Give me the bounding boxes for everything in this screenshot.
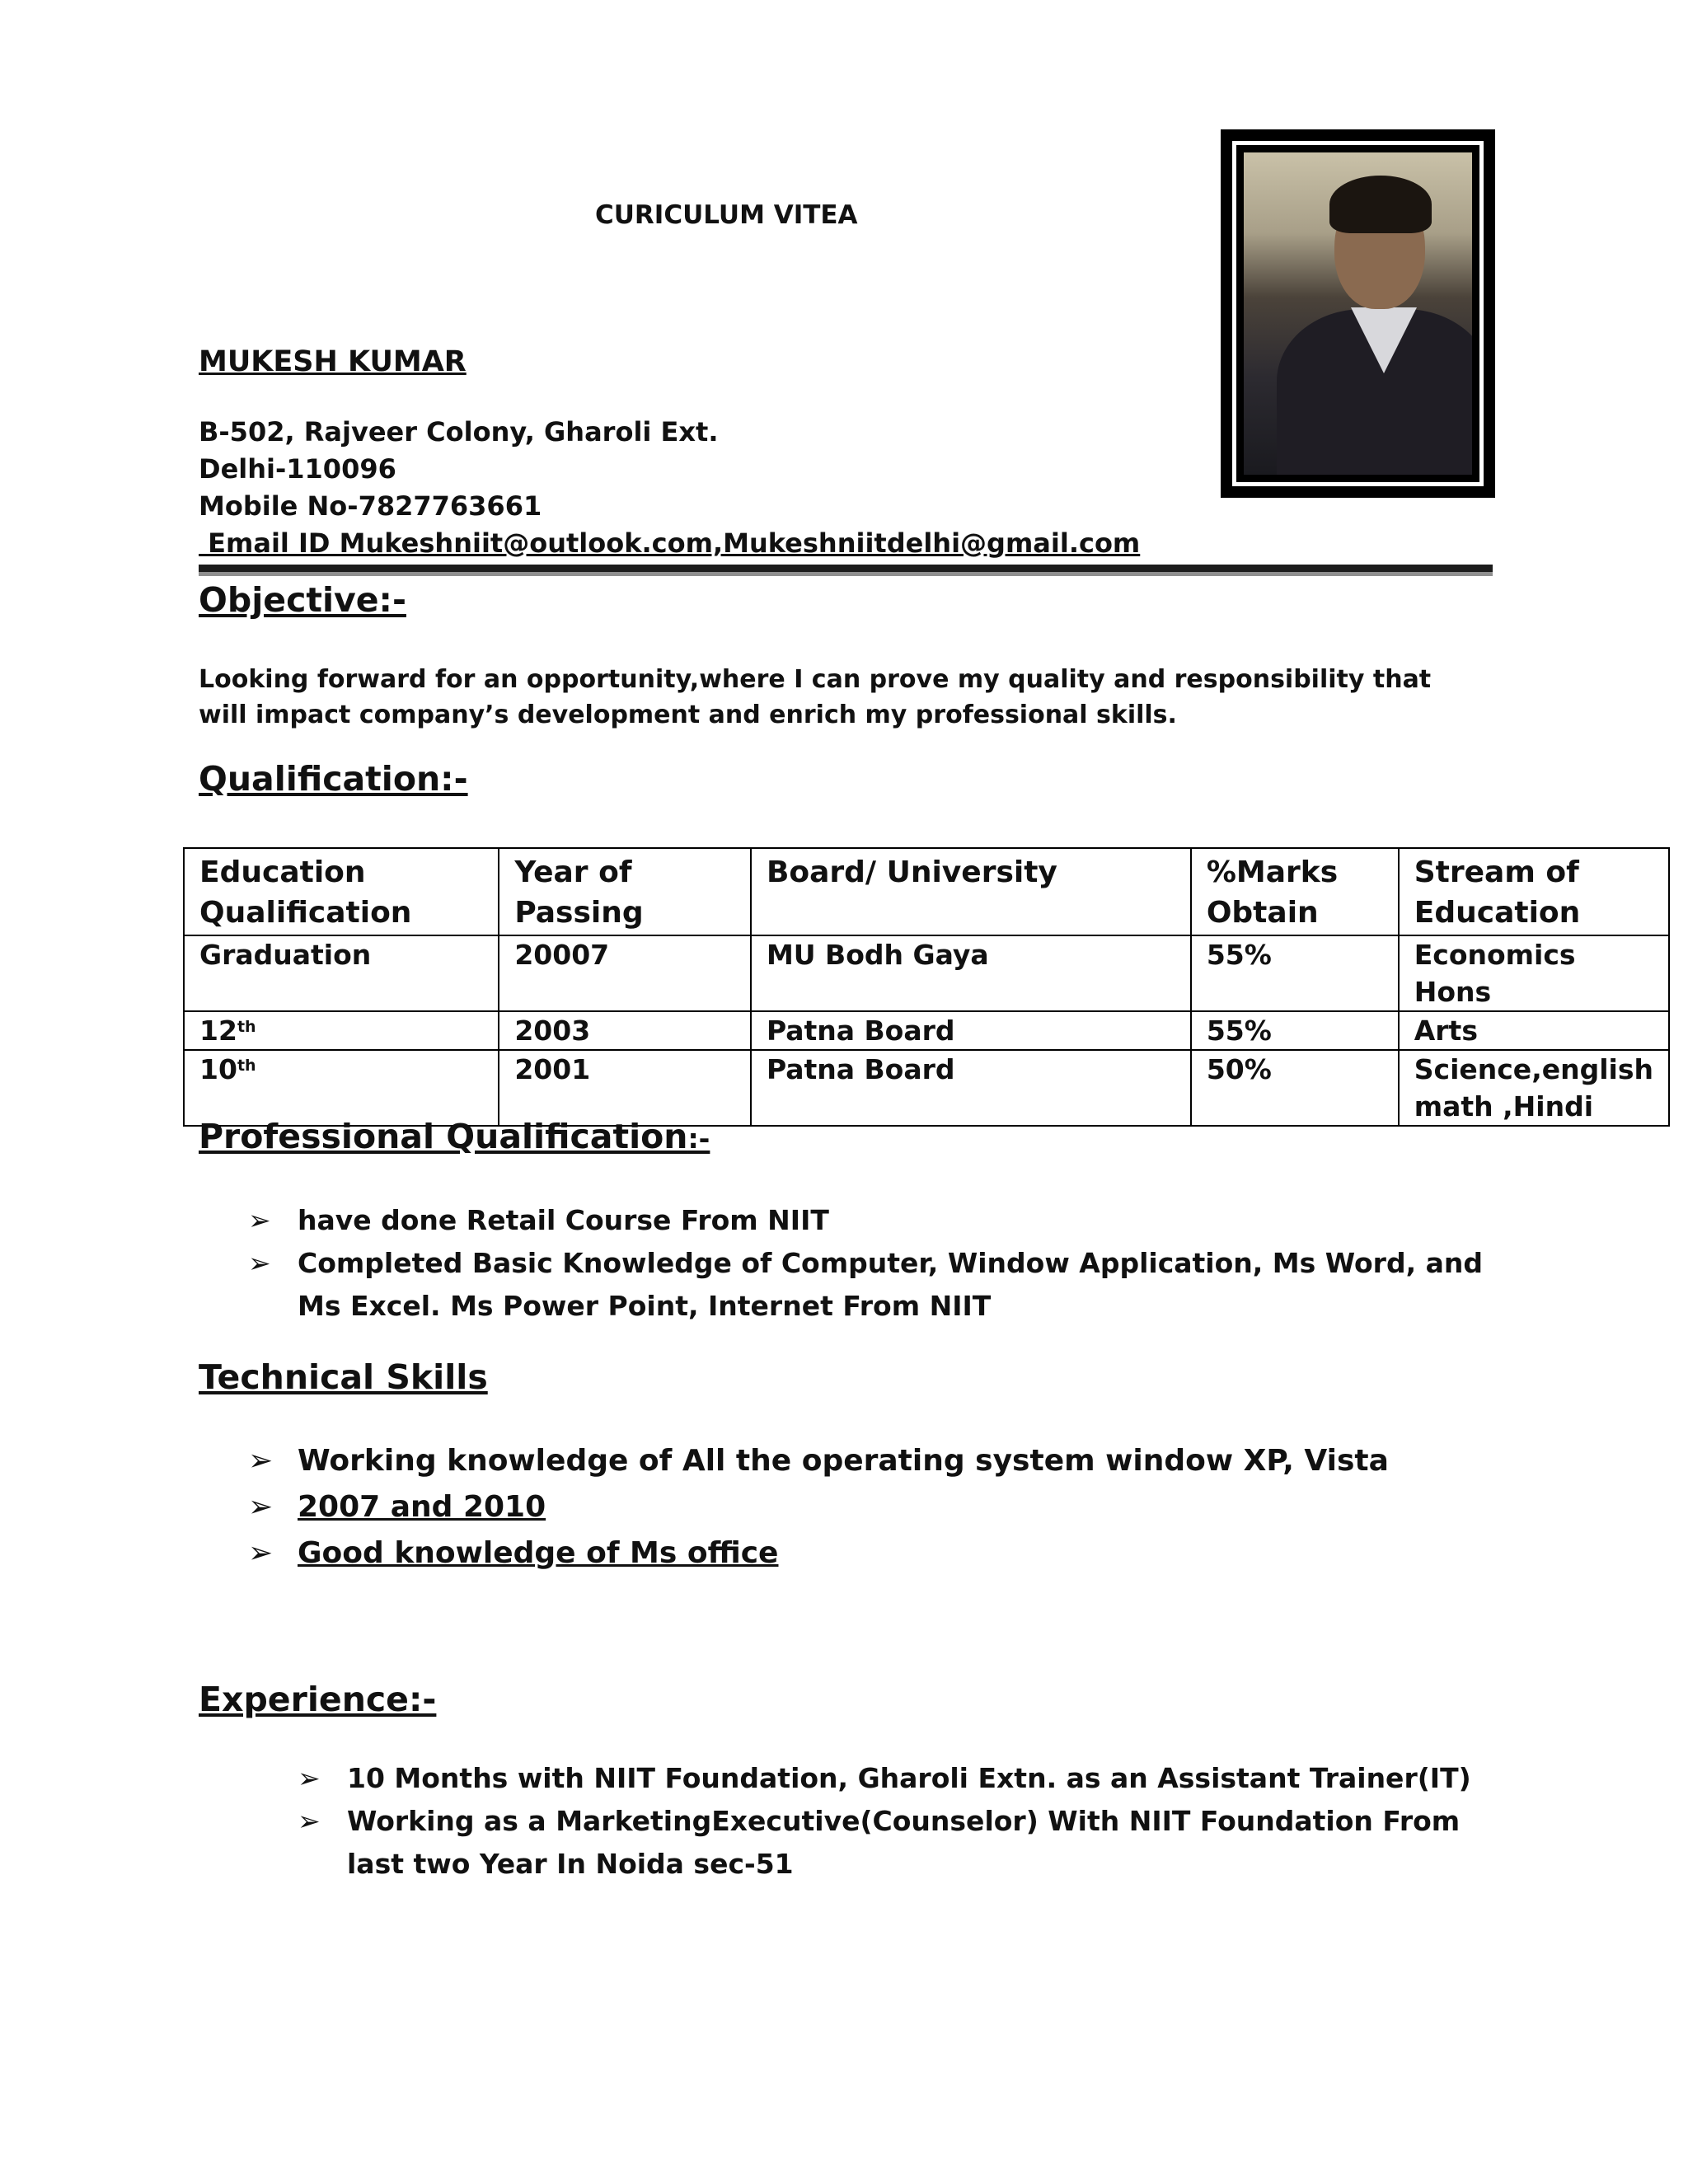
list-item: ➢ Working knowledge of All the operating system window XP, Vista (298, 1438, 1501, 1484)
document-title: CURICULUM VITEA (595, 200, 858, 230)
cell-stream: Science,english math ,Hindi (1399, 1050, 1669, 1126)
technical-skills-list (248, 1438, 1501, 1577)
qualification-heading: Qualification:- (199, 759, 468, 799)
cell-level: 10th (184, 1050, 499, 1126)
technical-skills-heading: Technical Skills (199, 1357, 488, 1397)
list-item: ➢ Working as a MarketingExecutive(Counselor) With NIIT Foundation From last two Year In Noida sec-51 (347, 1800, 1501, 1886)
header-divider (199, 565, 1493, 572)
cell-stream: Arts (1399, 1011, 1669, 1050)
column-header: Year of Passing (499, 848, 751, 935)
column-header: Board/ University (751, 848, 1191, 935)
table-row (184, 935, 1669, 1011)
cell-board: Patna Board (751, 1011, 1191, 1050)
email-line: Email ID Mukeshniit@outlook.com,Mukeshniitdelhi@gmail.com (199, 527, 1141, 559)
profile-photo (1221, 129, 1495, 498)
arrow-bullet-icon: ➢ (298, 1762, 321, 1794)
experience-heading: Experience:- (199, 1680, 437, 1719)
candidate-name: MUKESH KUMAR (199, 345, 467, 378)
experience-list (298, 1757, 1501, 1886)
cell-marks: 50% (1191, 1050, 1399, 1126)
cell-marks: 55% (1191, 1011, 1399, 1050)
header-divider-shadow (199, 572, 1493, 576)
arrow-bullet-icon: ➢ (248, 1247, 271, 1279)
arrow-bullet-icon: ➢ (248, 1204, 271, 1236)
arrow-bullet-icon: ➢ (298, 1805, 321, 1837)
list-item: ➢ Completed Basic Knowledge of Computer, Window Application, Ms Word, and Ms Excel. Ms Power Point, Internet From NIIT (298, 1242, 1501, 1328)
column-header: %Marks Obtain (1191, 848, 1399, 935)
objective-text: Looking forward for an opportunity,where I can prove my quality and responsibility that will impact company’s development and enrich my professional skills. (199, 665, 1432, 729)
table-row (184, 1050, 1669, 1126)
cell-level: 12th (184, 1011, 499, 1050)
qualification-table (183, 847, 1670, 1127)
arrow-bullet-icon: ➢ (248, 1490, 274, 1524)
professional-qualification-heading: Professional Qualification:- (199, 1117, 710, 1156)
cell-board: MU Bodh Gaya (751, 935, 1191, 1011)
cell-marks: 55% (1191, 935, 1399, 1011)
cell-year: 2003 (499, 1011, 751, 1050)
cell-level: Graduation (184, 935, 499, 1011)
objective-heading: Objective:- (199, 580, 406, 620)
address-line-2: Delhi-110096 (199, 453, 396, 485)
list-item: ➢ have done Retail Course From NIIT (298, 1199, 1501, 1242)
list-item: ➢ 10 Months with NIIT Foundation, Gharoli Extn. as an Assistant Trainer(IT) (347, 1757, 1501, 1800)
cell-year: 20007 (499, 935, 751, 1011)
table-header-row (184, 848, 1669, 935)
table-row (184, 1011, 1669, 1050)
professional-qualification-list (248, 1199, 1501, 1328)
mobile-number: Mobile No-7827763661 (199, 490, 542, 522)
list-item: ➢ 2007 and 2010 (298, 1484, 1501, 1530)
arrow-bullet-icon: ➢ (248, 1536, 274, 1570)
cell-year: 2001 (499, 1050, 751, 1126)
arrow-bullet-icon: ➢ (248, 1444, 274, 1478)
cell-board: Patna Board (751, 1050, 1191, 1126)
column-header: Stream of Education (1399, 848, 1669, 935)
column-header: Education Qualification (184, 848, 499, 935)
list-item: ➢ Good knowledge of Ms office (298, 1530, 1501, 1577)
address-line-1: B-502, Rajveer Colony, Gharoli Ext. (199, 416, 719, 448)
cell-stream: Economics Hons (1399, 935, 1669, 1011)
